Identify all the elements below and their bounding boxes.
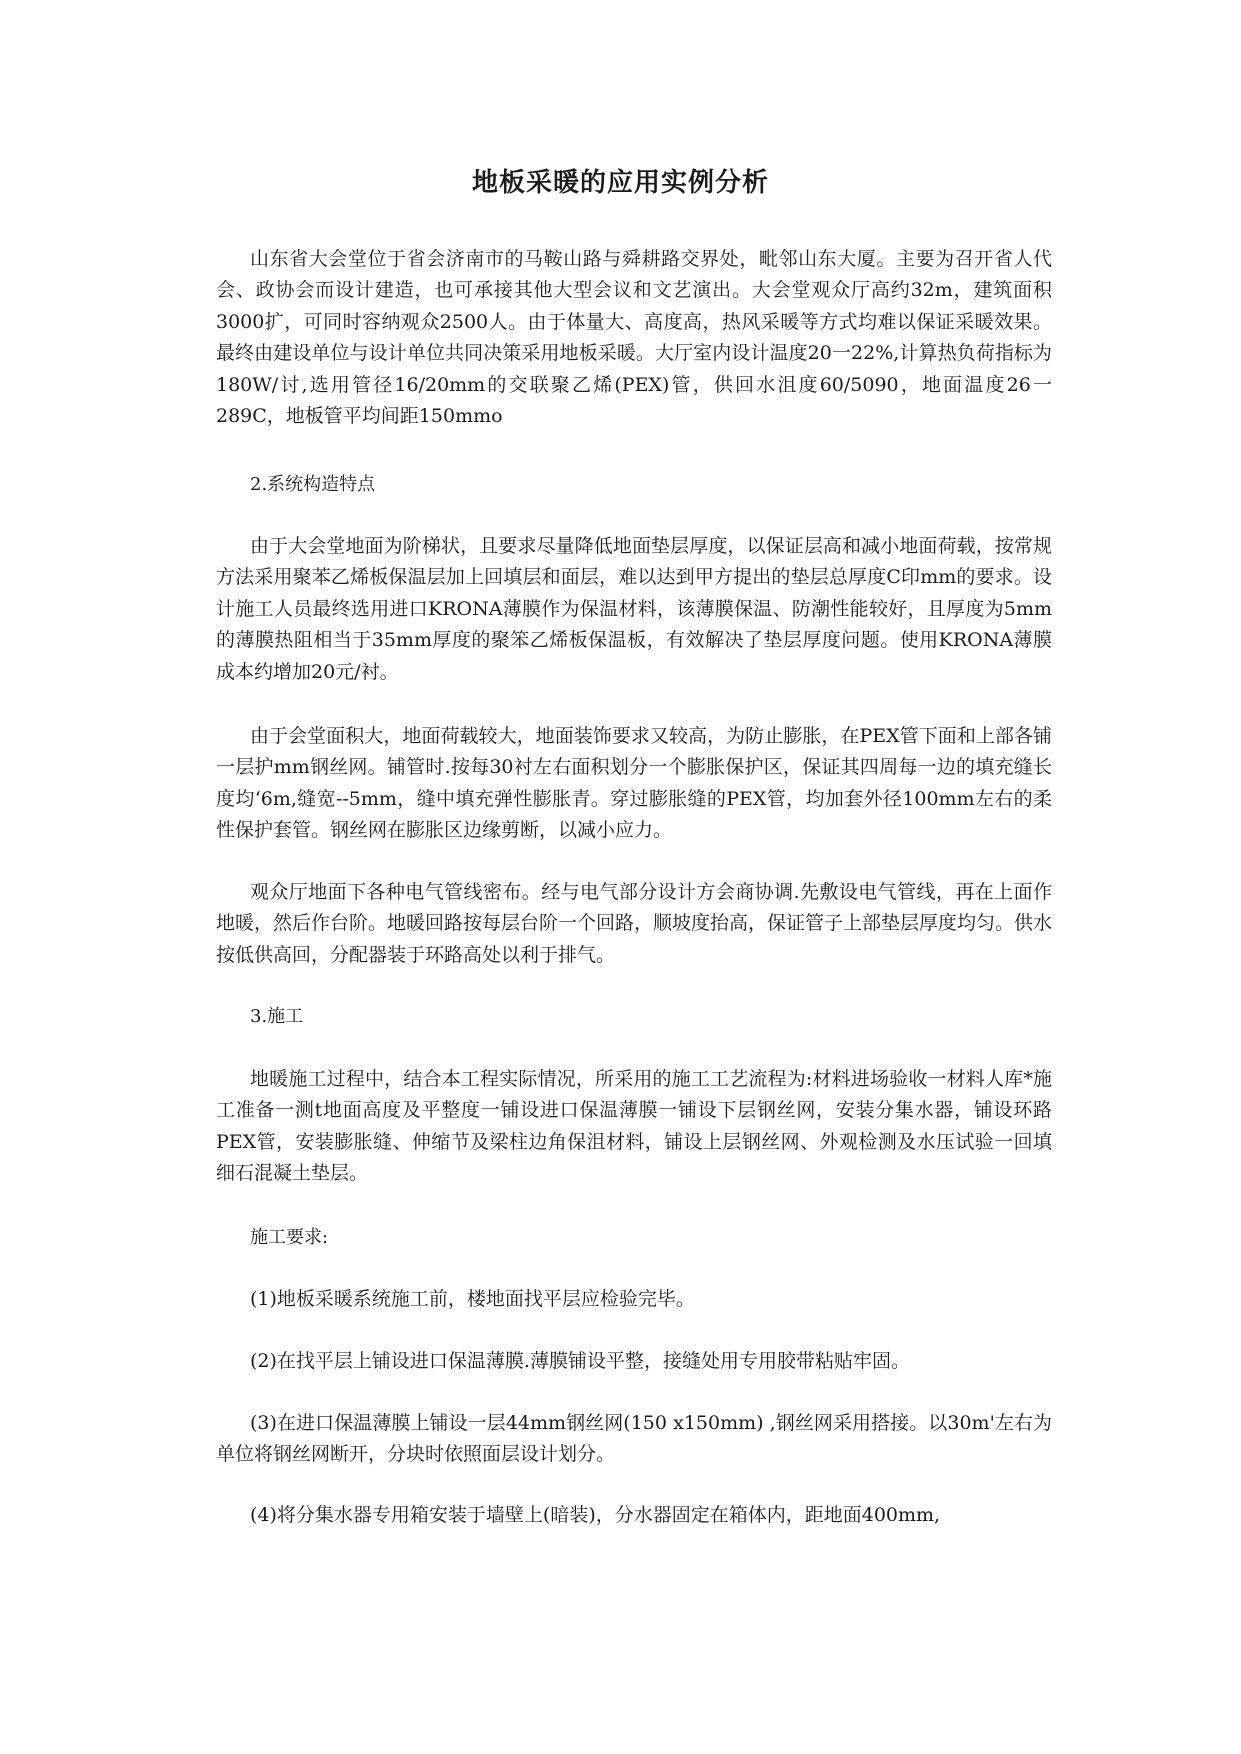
paragraph-process bbox=[216, 1064, 1052, 1190]
section-heading-requirements: 施工要求: bbox=[250, 1227, 329, 1248]
document-title: 地板采暖的应用实例分析 bbox=[471, 168, 769, 198]
paragraph-text: 山东省大会堂位于省会济南市的马鞍山路与舜耕路交界处，毗邻山东大厦。主要为召开省人代会、政协会而设计建造，也可承接其他大型会议和文艺演出。大会堂观众厅高约32m，建筑面积3000扩，可同时容纳观众2500人。由于体量大、高度高，热风采暖等方式均难以保证采暖效果。最终由建设单位与设计单位共同决策采用地板采暖。大厅室内设计温度20一22%,计算热负荷指标为180W/讨,选用管径16/20mm的交联聚乙烯(PEX)管，供回水沮度60/5090，地面温度26一289C，地板管平均间距150mmo bbox=[216, 248, 1052, 428]
paragraph-expansion bbox=[216, 721, 1052, 847]
paragraph-text: 观众厅地面下各种电气管线密布。经与电气部分设计方会商协调.先敷设电气管线，再在上面作地暖，然后作台阶。地暖回路按每层台阶一个回路，顺坡度抬高，保证管子上部垫层厚度均匀。供水按低供高回，分配器装于环路高处以利于排气。 bbox=[216, 881, 1053, 966]
section-heading-system-structure: 2.系统构造特点 bbox=[250, 474, 376, 495]
section-heading-construction: 3.施工 bbox=[250, 1006, 304, 1027]
paragraph-text: (3)在进口保温薄膜上铺设一层44mm钢丝网(150 x150mm) ,钢丝网采用搭接。以30m'左右为单位将钢丝网断开，分块时依照面层设计划分。 bbox=[216, 1412, 1052, 1466]
paragraph-text: (1)地板采暖系统施工前，楼地面找平层应检验完毕。 bbox=[250, 1288, 695, 1310]
paragraph-text: (4)将分集水器专用箱安装于墙壁上(暗装)，分水器固定在箱体内，距地面400mm, bbox=[250, 1504, 941, 1526]
requirement-item-1 bbox=[216, 1284, 1052, 1315]
requirement-item-3 bbox=[216, 1408, 1052, 1471]
paragraph-text: 地暖施工过程中，结合本工程实际情况，所采用的施工工艺流程为:材料进场验收一材料人库*施工准备一测t地面高度及平整度一铺设进口保温薄膜一铺设下层钢丝网，安装分集水器，铺设环路PEX管，安装膨胀缝、伸缩节及梁柱边角保沮材料，铺设上层钢丝网、外观检测及水压试验一回填细石混凝土垫层。 bbox=[216, 1068, 1052, 1185]
paragraph-project-overview bbox=[216, 244, 1052, 432]
paragraph-text: 由于大会堂地面为阶梯状，且要求尽量降低地面垫层厚度，以保证层高和减小地面荷载，按常规方法采用聚苯乙烯板保温层加上回填层和面层，难以达到甲方提出的垫层总厚度C印mm的要求。设计施工人员最终选用进口KRONA薄膜作为保温材料，该薄膜保温、防潮性能较好，且厚度为5mm的薄膜热阻相当于35mm厚度的聚笨乙烯板保温板，有效解决了垫层厚度问题。使用KRONA薄膜成本约增加20元/衬。 bbox=[216, 535, 1052, 683]
requirement-item-4 bbox=[216, 1500, 1052, 1531]
requirement-item-2 bbox=[216, 1346, 1052, 1377]
paragraph-electrical bbox=[216, 877, 1052, 971]
paragraph-insulation bbox=[216, 531, 1052, 688]
paragraph-text: 由于会堂面积大，地面荷载较大，地面装饰要求又较高，为防止膨胀，在PEX管下面和上部各铺一层护mm钢丝网。铺管时.按每30衬左右面积划分一个膨胀保护区，保证其四周每一边的填充缝长度均‘6m,缝宽--5mm，缝中填充弹性膨胀青。穿过膨胀缝的PEX管，均加套外径100mm左右的柔性保护套管。钢丝网在膨胀区边缘剪断，以减小应力。 bbox=[216, 725, 1052, 842]
paragraph-text: (2)在找平层上铺设进口保温薄膜.薄膜铺设平整，接缝处用专用胶带粘贴牢固。 bbox=[250, 1350, 910, 1372]
